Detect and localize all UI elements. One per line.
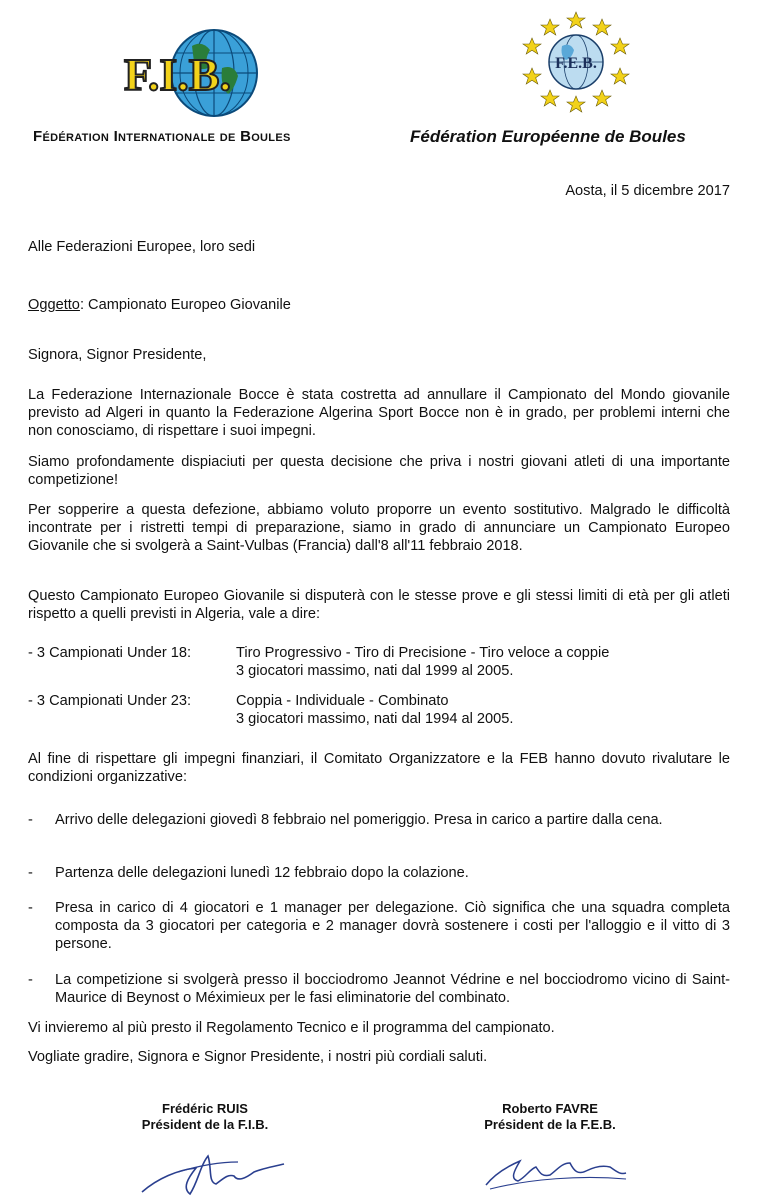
signatory-name: Frédéric RUIS [162, 1101, 248, 1116]
signatory-name: Roberto FAVRE [502, 1101, 598, 1116]
bullet-marker: - [28, 865, 33, 881]
category-limits: 3 giocatori massimo, nati dal 1999 al 2005. [236, 663, 514, 679]
subject-text: : Campionato Europeo Giovanile [79, 297, 291, 313]
category-label: - 3 Campionati Under 18: [28, 645, 192, 661]
subject-line [28, 296, 730, 314]
feb-federation-name: Fédération Européenne de Boules [410, 127, 686, 146]
bullet-marker: - [28, 972, 33, 988]
signatory-title: Président de la F.E.B. [484, 1117, 616, 1132]
category-events: Tiro Progressivo - Tiro di Precisione - Tiro veloce a coppie [236, 645, 610, 661]
handwritten-signature-right [480, 1145, 630, 1195]
paragraph-6: Vi invieremo al più presto il Regolamento Tecnico e il programma del campionato. [28, 1020, 555, 1036]
handwritten-signature-left [138, 1148, 288, 1200]
bullet-marker: - [28, 900, 33, 916]
subject-label: Oggetto [28, 297, 80, 313]
bullet-text: La competizione si svolgerà presso il bocciodromo Jeannot Védrine e nel bocciodromo vicino di Saint-Maurice di Beynost o Méximieux per le fasi eliminatorie del combinato. [55, 972, 730, 1006]
bullet-marker: - [28, 812, 33, 828]
letter-date: Aosta, il 5 dicembre 2017 [565, 183, 730, 199]
category-detail [236, 692, 513, 728]
signature-block-fib [95, 1101, 315, 1133]
category-label: - 3 Campionati Under 23: [28, 693, 192, 709]
paragraph-2: Siamo profondamente dispiaciuti per questa decisione che priva i nostri giovani atleti di una importante competizione! [28, 454, 730, 488]
bullet-text: Partenza delle delegazioni lunedì 12 febbraio dopo la colazione. [55, 865, 469, 881]
bullet-text: Arrivo delle delegazioni giovedì 8 febbraio nel pomeriggio. Presa in carico a partire dalla cena. [55, 812, 663, 828]
signatory-title: Président de la F.I.B. [141, 1117, 269, 1132]
category-events: Coppia - Individuale - Combinato [236, 693, 449, 709]
feb-logo [522, 10, 630, 115]
closing: Vogliate gradire, Signora e Signor Presidente, i nostri più cordiali saluti. [28, 1049, 488, 1065]
paragraph-1: La Federazione Internazionale Bocce è stata costretta ad annullare il Campionato del Mondo giovanile previsto ad Algeri in quanto la Federazione Algerina Sport Bocce non è in grado, per problemi interni che non conosciamo, di rispettare i suoi impegni. [28, 387, 730, 439]
bullet-text: Presa in carico di 4 giocatori e 1 manager per delegazione. Ciò significa che una squadra completa composta da 3 giocatori per categoria e 2 manager dovrà sostenere i costi per l'alloggio e il vitto di 3 persone. [55, 900, 730, 952]
paragraph-4: Questo Campionato Europeo Giovanile si disputerà con le stesse prove e gli stessi limiti di età per gli atleti rispetto a quelli previsti in Algeria, vale a dire: [28, 588, 730, 622]
category-detail [236, 644, 609, 680]
feb-logo-letters: F.E.B. [555, 55, 597, 72]
category-limits: 3 giocatori massimo, nati dal 1994 al 2005. [236, 711, 514, 727]
fib-logo [122, 28, 302, 118]
signature-block-feb [440, 1101, 660, 1133]
fib-federation-name: Fédération Internationale de Boules [33, 128, 291, 145]
salutation: Signora, Signor Presidente, [28, 347, 207, 363]
recipient: Alle Federazioni Europee, loro sedi [28, 239, 256, 255]
paragraph-5: Al fine di rispettare gli impegni finanziari, il Comitato Organizzatore e la FEB hanno dovuto rivalutare le condizioni organizzative: [28, 751, 730, 785]
paragraph-3: Per sopperire a questa defezione, abbiamo voluto proporre un evento sostitutivo. Malgrado le difficoltà incontrate per i ristretti tempi di preparazione, siamo in grado di annunciare un Campionato Europeo Giovanile che si svolgerà a Saint-Vulbas (Francia) dall'8 all'11 febbraio 2018. [28, 502, 730, 554]
fib-logo-letters: F.I.B. [124, 49, 231, 100]
